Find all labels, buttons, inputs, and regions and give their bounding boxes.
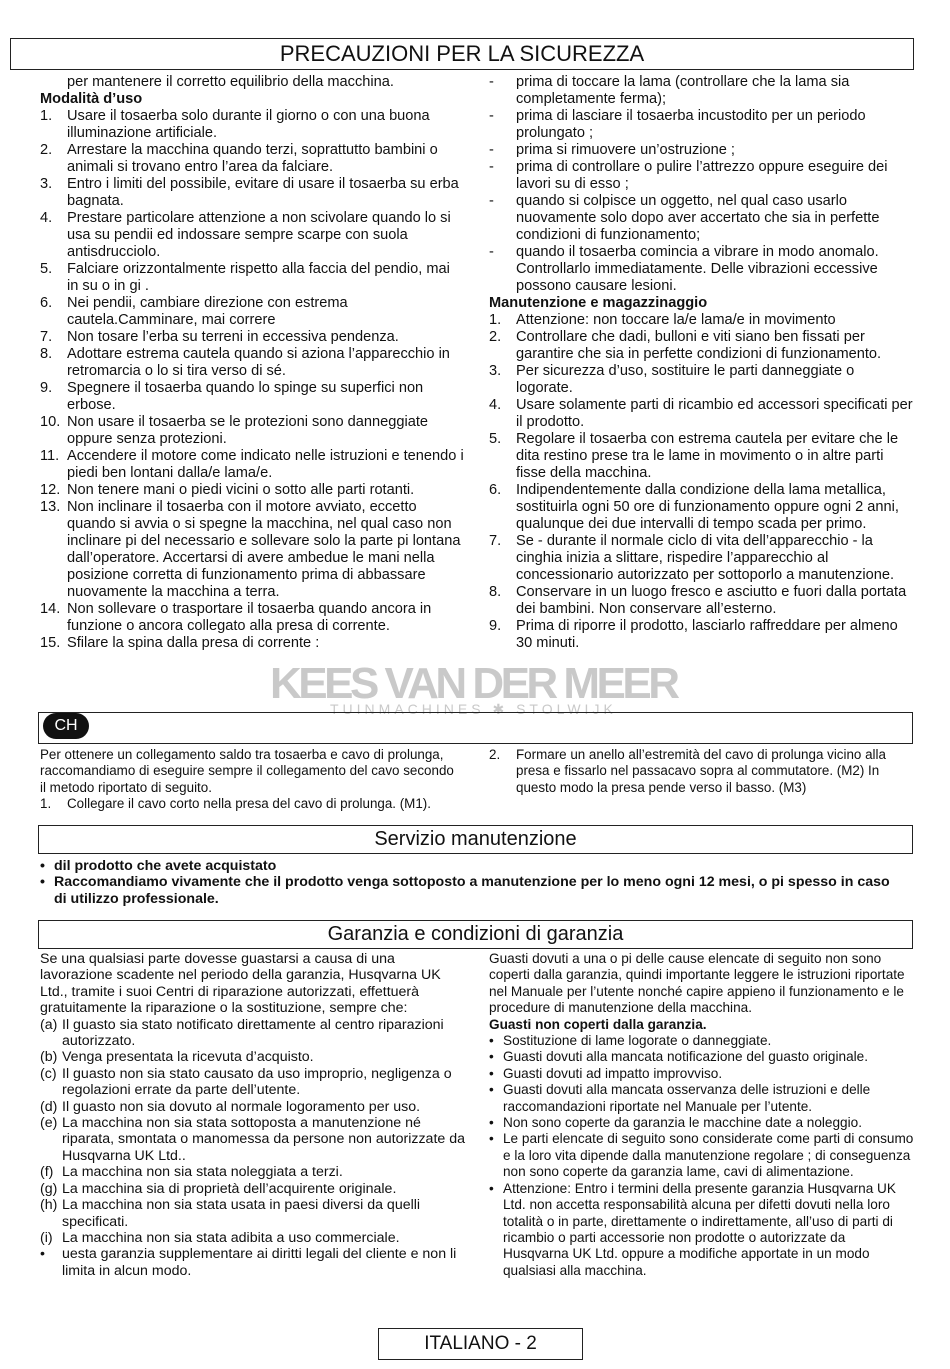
conditions-list <box>40 1017 465 1280</box>
usage-item <box>40 108 465 142</box>
usage-item <box>40 261 465 295</box>
usage-item <box>40 601 465 635</box>
maintenance-item-text: Attenzione: non toccare la/e lama/e in movimento <box>516 312 836 328</box>
usage-item-marker: 11. <box>40 448 60 464</box>
usage-item <box>40 448 465 482</box>
warranty-right-column <box>489 951 914 1279</box>
dash-item-text: prima di controllare o pulire l’attrezzo oppure eseguire dei lavori su di esso ; <box>516 159 888 192</box>
not-covered-item-text: Non sono coperte da garanzia le macchine date a noleggio. <box>503 1115 862 1131</box>
condition-item-text: La macchina non sia stata sottoposta a manutenzione né riparata, smontata o manomessa da persone non autorizzate da Husqvarna UK Ltd.. <box>62 1115 466 1164</box>
not-covered-item <box>489 1181 914 1279</box>
condition-item-marker: (i) <box>40 1229 53 1246</box>
condition-item <box>40 1099 465 1115</box>
service-bullet-text: Raccomandiamo vivamente che il prodotto venga sottoposto a manutenzione per lo meno ogni 12 mesi, o pi spesso in caso di utilizzo professionale. <box>54 874 890 907</box>
maintenance-list <box>489 312 914 652</box>
not-covered-item <box>489 1066 914 1082</box>
maintenance-item <box>489 329 914 363</box>
not-covered-item <box>489 1131 914 1180</box>
safety-title: PRECAUZIONI PER LA SICUREZZA <box>10 38 914 70</box>
condition-item-marker: • <box>40 1246 45 1263</box>
maintenance-item <box>489 584 914 618</box>
not-covered-item <box>489 1115 914 1131</box>
usage-item-marker: 4. <box>40 210 53 226</box>
maintenance-item-marker: 8. <box>489 584 502 600</box>
usage-item-marker: 2. <box>40 142 53 158</box>
maintenance-item <box>489 312 914 329</box>
dash-item <box>489 244 914 295</box>
usage-item <box>40 210 465 261</box>
dash-item-text: prima di toccare la lama (controllare che la lama sia completamente ferma); <box>516 74 850 107</box>
usage-item-text: Non sollevare o trasportare il tosaerba quando ancora in funzione o ancora collegato alla presa di corrente. <box>67 601 432 634</box>
dash-item-marker: - <box>489 159 494 175</box>
dash-item-marker: - <box>489 108 494 124</box>
usage-item-marker: 8. <box>40 346 53 362</box>
maintenance-item-text: Usare solamente parti di ricambio ed accessori specificati per il prodotto. <box>516 397 913 430</box>
dash-list <box>489 74 914 295</box>
usage-item-text: Usare il tosaerba solo durante il giorno o con una buona illuminazione artificiale. <box>67 108 430 141</box>
ch-right-column <box>489 747 909 796</box>
condition-item-marker: (c) <box>40 1065 57 1082</box>
usage-item-text: Adottare estrema cautela quando si aziona l’apparecchio in retromarcia o lo si tira verso di sé. <box>67 346 450 379</box>
usage-item-marker: 7. <box>40 329 53 345</box>
usage-item-marker: 15. <box>40 635 61 651</box>
maintenance-item-text: Se - durante il normale ciclo di vita dell’apparecchio - la cinghia inizia a slittare, rispedire l’apparecchio al concessionario autorizzato per sottoporlo a manutenzione. <box>516 533 895 583</box>
not-covered-item-text: Guasti dovuti ad impatto improvviso. <box>503 1065 723 1081</box>
maintenance-item-text: Prima di riporre il prodotto, lasciarlo raffreddare per almeno 30 minuti. <box>516 618 898 651</box>
usage-item <box>40 635 465 652</box>
ch-step-2 <box>489 747 909 796</box>
usage-item <box>40 346 465 380</box>
usage-item-text: Entro i limiti del possibile, evitare di usare il tosaerba su erba bagnata. <box>67 176 459 209</box>
maintenance-item-text: Indipendentemente dalla condizione della lama metallica, sostituirla ogni 50 ore di funzionamento oppure ogni 2 anni, qualunque dei due intervalli di tempo scada per primo. <box>516 482 899 532</box>
not-covered-list <box>489 1033 914 1279</box>
warranty-left-column <box>40 951 465 1279</box>
watermark-logo <box>270 660 690 720</box>
maintenance-item-marker: 9. <box>489 618 502 634</box>
dash-item-marker: - <box>489 74 494 90</box>
service-bullet <box>40 874 900 907</box>
ch-step-1-text: Collegare il cavo corto nella presa del cavo di prolunga. (M1). <box>67 795 431 811</box>
not-covered-item-marker: • <box>489 1180 494 1196</box>
usage-item-marker: 3. <box>40 176 53 192</box>
not-covered-item-marker: • <box>489 1082 494 1098</box>
condition-item <box>40 1066 465 1099</box>
maintenance-item-marker: 1. <box>489 312 502 328</box>
usage-item-marker: 1. <box>40 108 53 124</box>
condition-item-text: Il guasto non sia dovuto al normale logoramento per uso. <box>62 1098 421 1115</box>
condition-item-text: Il guasto sia stato notificato direttamente al centro riparazioni autorizzato. <box>62 1016 444 1050</box>
maintenance-item-text: Conservare in un luogo fresco e asciutto e fuori dalla portata dei bambini. Non conservare all’esterno. <box>516 584 907 617</box>
maintenance-item-marker: 2. <box>489 329 502 345</box>
usage-item <box>40 482 465 499</box>
usage-item-text: Non usare il tosaerba se le protezioni sono danneggiate oppure senza protezioni. <box>67 414 429 447</box>
condition-item <box>40 1197 465 1230</box>
not-covered-item-marker: • <box>489 1115 494 1131</box>
usage-item-text: Spegnere il tosaerba quando lo spinge su superfici non erbose. <box>67 380 424 413</box>
safety-right-column <box>489 74 914 652</box>
not-covered-heading: Guasti non coperti dalla garanzia. <box>489 1016 707 1032</box>
service-bullet-marker: • <box>40 874 45 891</box>
condition-item-text: La macchina sia di proprietà dell’acquirente originale. <box>62 1180 397 1197</box>
dash-item <box>489 159 914 193</box>
maintenance-heading: Manutenzione e magazzinaggio <box>489 295 708 311</box>
usage-item-text: Sfilare la spina dalla presa di corrente : <box>67 635 320 651</box>
usage-item <box>40 329 465 346</box>
condition-item <box>40 1230 465 1246</box>
not-covered-item-marker: • <box>489 1131 494 1147</box>
ch-left-column <box>40 747 460 812</box>
usage-list <box>40 108 465 652</box>
dash-item <box>489 74 914 108</box>
usage-item-marker: 9. <box>40 380 53 396</box>
usage-item <box>40 380 465 414</box>
usage-item-text: Non inclinare il tosaerba con il motore avviato, eccetto quando si avvia o si spegne la macchina, nel qual caso non inclinare pi del necessario e sollevare solo la parte pi lontana dall’operatore. Accertarsi di avere ambedue le mani nella posizione corretta di funzionamento prima di abbassare nuovamente la macchina a terra. <box>67 499 461 600</box>
not-covered-item-text: Sostituzione di lame logorate o danneggiate. <box>503 1033 772 1049</box>
condition-item-text: Il guasto non sia stato causato da uso improprio, negligenza o regolazioni errate da parte dell’utente. <box>62 1065 452 1099</box>
service-bullet-marker: • <box>40 858 45 874</box>
not-covered-item-marker: • <box>489 1033 494 1049</box>
dash-item <box>489 142 914 159</box>
condition-item-text: La macchina non sia stata noleggiata a terzi. <box>62 1164 343 1181</box>
condition-item-marker: (f) <box>40 1164 54 1181</box>
maintenance-item <box>489 482 914 533</box>
dash-item <box>489 193 914 244</box>
usage-item <box>40 499 465 601</box>
maintenance-item-marker: 5. <box>489 431 502 447</box>
usage-item-text: Non tenere mani o piedi vicini o sotto alle parti rotanti. <box>67 482 415 498</box>
condition-item <box>40 1017 465 1050</box>
service-bullet-text: dil prodotto che avete acquistato <box>54 858 277 874</box>
usage-item-marker: 13. <box>40 499 61 515</box>
usage-item-marker: 12. <box>40 482 61 498</box>
ch-badge: CH <box>43 713 89 739</box>
usage-item-marker: 6. <box>40 295 53 311</box>
condition-item <box>40 1181 465 1197</box>
warranty-right-intro: Guasti dovuti a una o pi delle cause elencate di seguito non sono coperti dalla garanzia, quindi importante leggere le istruzioni riportate nel Manuale per l’utente nonché capire appieno il funzionamento e le procedure di manutenzione della macchina. <box>489 951 905 1016</box>
service-bullet <box>40 858 900 874</box>
condition-item-text: La macchina non sia stata adibita a uso commerciale. <box>62 1229 400 1246</box>
maintenance-item-text: Controllare che dadi, bulloni e viti siano ben fissati per garantire che sia in perfette condizioni di funzionamento. <box>516 329 882 362</box>
service-list <box>40 858 900 907</box>
condition-item-marker: (h) <box>40 1197 58 1214</box>
not-covered-item-marker: • <box>489 1049 494 1065</box>
usage-item-marker: 14. <box>40 601 61 617</box>
usage-item-text: Accendere il motore come indicato nelle istruzioni e tenendo i piedi ben lontani dalla/e lama/e. <box>67 448 464 481</box>
condition-item-marker: (e) <box>40 1115 58 1132</box>
condition-item <box>40 1049 465 1065</box>
condition-item-text: uesta garanzia supplementare ai diritti legali del cliente e non li limita in alcun modo. <box>62 1246 457 1279</box>
condition-item <box>40 1115 465 1164</box>
condition-item-marker: (a) <box>40 1016 58 1033</box>
safety-left-column <box>40 74 465 652</box>
maintenance-item <box>489 397 914 431</box>
intro-line: per mantenere il corretto equilibrio della macchina. <box>67 74 394 90</box>
ch-step-1 <box>40 796 460 812</box>
usage-item-text: Non tosare l’erba su terreni in eccessiva pendenza. <box>67 329 399 345</box>
warranty-intro: Se una qualsiasi parte dovesse guastarsi a causa di una lavorazione scadente nel periodo della garanzia, Husqvarna UK Ltd., tramite i suoi Centri di riparazione autorizzati, effettuerà gratuitamente la riparazione o la sostituzione, sempre che: <box>40 951 441 1017</box>
not-covered-item-text: Guasti dovuti alla mancata osservanza delle istruzioni e delle raccomandazioni riportate nel Manuale per l’utente. <box>503 1082 871 1114</box>
not-covered-item <box>489 1082 914 1115</box>
condition-item-text: Venga presentata la ricevuta d’acquisto. <box>62 1049 314 1066</box>
not-covered-item <box>489 1033 914 1049</box>
not-covered-item <box>489 1049 914 1065</box>
maintenance-item-marker: 6. <box>489 482 502 498</box>
usage-item <box>40 414 465 448</box>
maintenance-item-marker: 7. <box>489 533 502 549</box>
dash-item <box>489 108 914 142</box>
condition-item-marker: (b) <box>40 1049 58 1066</box>
condition-item <box>40 1246 465 1279</box>
maintenance-item <box>489 618 914 652</box>
maintenance-item <box>489 533 914 584</box>
usage-item <box>40 142 465 176</box>
maintenance-item <box>489 363 914 397</box>
usage-item <box>40 295 465 329</box>
dash-item-text: prima si rimuovere un’ostruzione ; <box>516 142 735 158</box>
condition-item <box>40 1164 465 1180</box>
page-footer: ITALIANO - 2 <box>378 1328 583 1360</box>
watermark-line2: TUINMACHINES ✱ STOLWIJK <box>330 701 617 717</box>
not-covered-item-marker: • <box>489 1065 494 1081</box>
ch-step-1-number: 1. <box>40 795 52 811</box>
maintenance-item-marker: 4. <box>489 397 502 413</box>
dash-item-text: quando si colpisce un oggetto, nel qual caso usarlo nuovamente solo dopo aver accertato che sia in perfette condizioni di funzionamento; <box>516 193 880 243</box>
dash-item-marker: - <box>489 142 494 158</box>
dash-item-marker: - <box>489 244 494 260</box>
usage-item <box>40 176 465 210</box>
usage-item-text: Prestare particolare attenzione a non scivolare quando lo si usa su pendii ed indossare sempre scarpe con suola antisdrucciolo. <box>67 210 451 260</box>
condition-item-marker: (g) <box>40 1180 58 1197</box>
usage-item-text: Falciare orizzontalmente rispetto alla faccia del pendio, mai in su o in gi . <box>67 261 450 294</box>
usage-item-text: Nei pendii, cambiare direzione con estrema cautela.Camminare, mai correre <box>67 295 348 328</box>
ch-step-2-text: Formare un anello all’estremità del cavo di prolunga vicino alla presa e fissarlo nel passacavo sopra al commutatore. (M2) In questo modo la presa pende verso il basso. (M3) <box>516 747 886 795</box>
dash-item-text: prima di lasciare il tosaerba incustodito per un periodo prolungato ; <box>516 108 866 141</box>
not-covered-item-text: Attenzione: Entro i termini della presente garanzia Husqvarna UK Ltd. non accetta responsabilità alcuna per difetti dovuti nella loro totalità o in parte, direttamente o indirettamente, all’uso di parti di ricambio o parti accessorie non prodotte o autorizzate da Husqvarna UK Ltd. oppure a modifiche apportate in un modo qualsiasi alla macchina. <box>503 1180 896 1278</box>
usage-item-marker: 10. <box>40 414 61 430</box>
not-covered-item-text: Guasti dovuti alla mancata notificazione del guasto originale. <box>503 1049 868 1065</box>
usage-item-text: Arrestare la macchina quando terzi, soprattutto bambini o animali si trovano entro l’area da falciare. <box>67 142 438 175</box>
maintenance-item-text: Regolare il tosaerba con estrema cautela per evitare che le dita restino prese tra le lame in movimento o in altre parti fisse della macchina. <box>516 431 899 481</box>
service-title: Servizio manutenzione <box>38 825 913 854</box>
usage-heading: Modalità d’uso <box>40 91 143 107</box>
watermark-line1: KEES VAN DER MEER <box>270 660 680 708</box>
dash-item-text: quando il tosaerba comincia a vibrare in modo anomalo. Controllarlo immediatamente. Delle vibrazioni eccessive possono causare lesioni. <box>516 244 879 294</box>
condition-item-text: La macchina non sia stata usata in paesi diversi da quelli specificati. <box>62 1197 421 1230</box>
ch-step-2-number: 2. <box>489 747 501 762</box>
condition-item-marker: (d) <box>40 1098 58 1115</box>
not-covered-item-text: Le parti elencate di seguito sono considerate come parti di consumo e la loro vita dipende dalla manutenzione regolare ; di conseguenza non sono coperte da garanzia lame, cavi di alimentazione. <box>503 1131 914 1180</box>
warranty-title: Garanzia e condizioni di garanzia <box>38 920 913 949</box>
maintenance-item <box>489 431 914 482</box>
dash-item-marker: - <box>489 193 494 209</box>
maintenance-item-text: Per sicurezza d’uso, sostituire le parti danneggiate o logorate. <box>516 363 855 396</box>
maintenance-item-marker: 3. <box>489 363 502 379</box>
ch-intro: Per ottenere un collegamento saldo tra tosaerba e cavo di prolunga, raccomandiamo di eseguire sempre il collegamento del cavo secondo il metodo riportato di seguito. <box>40 747 454 795</box>
usage-item-marker: 5. <box>40 261 53 277</box>
ch-section-bar <box>38 712 913 744</box>
